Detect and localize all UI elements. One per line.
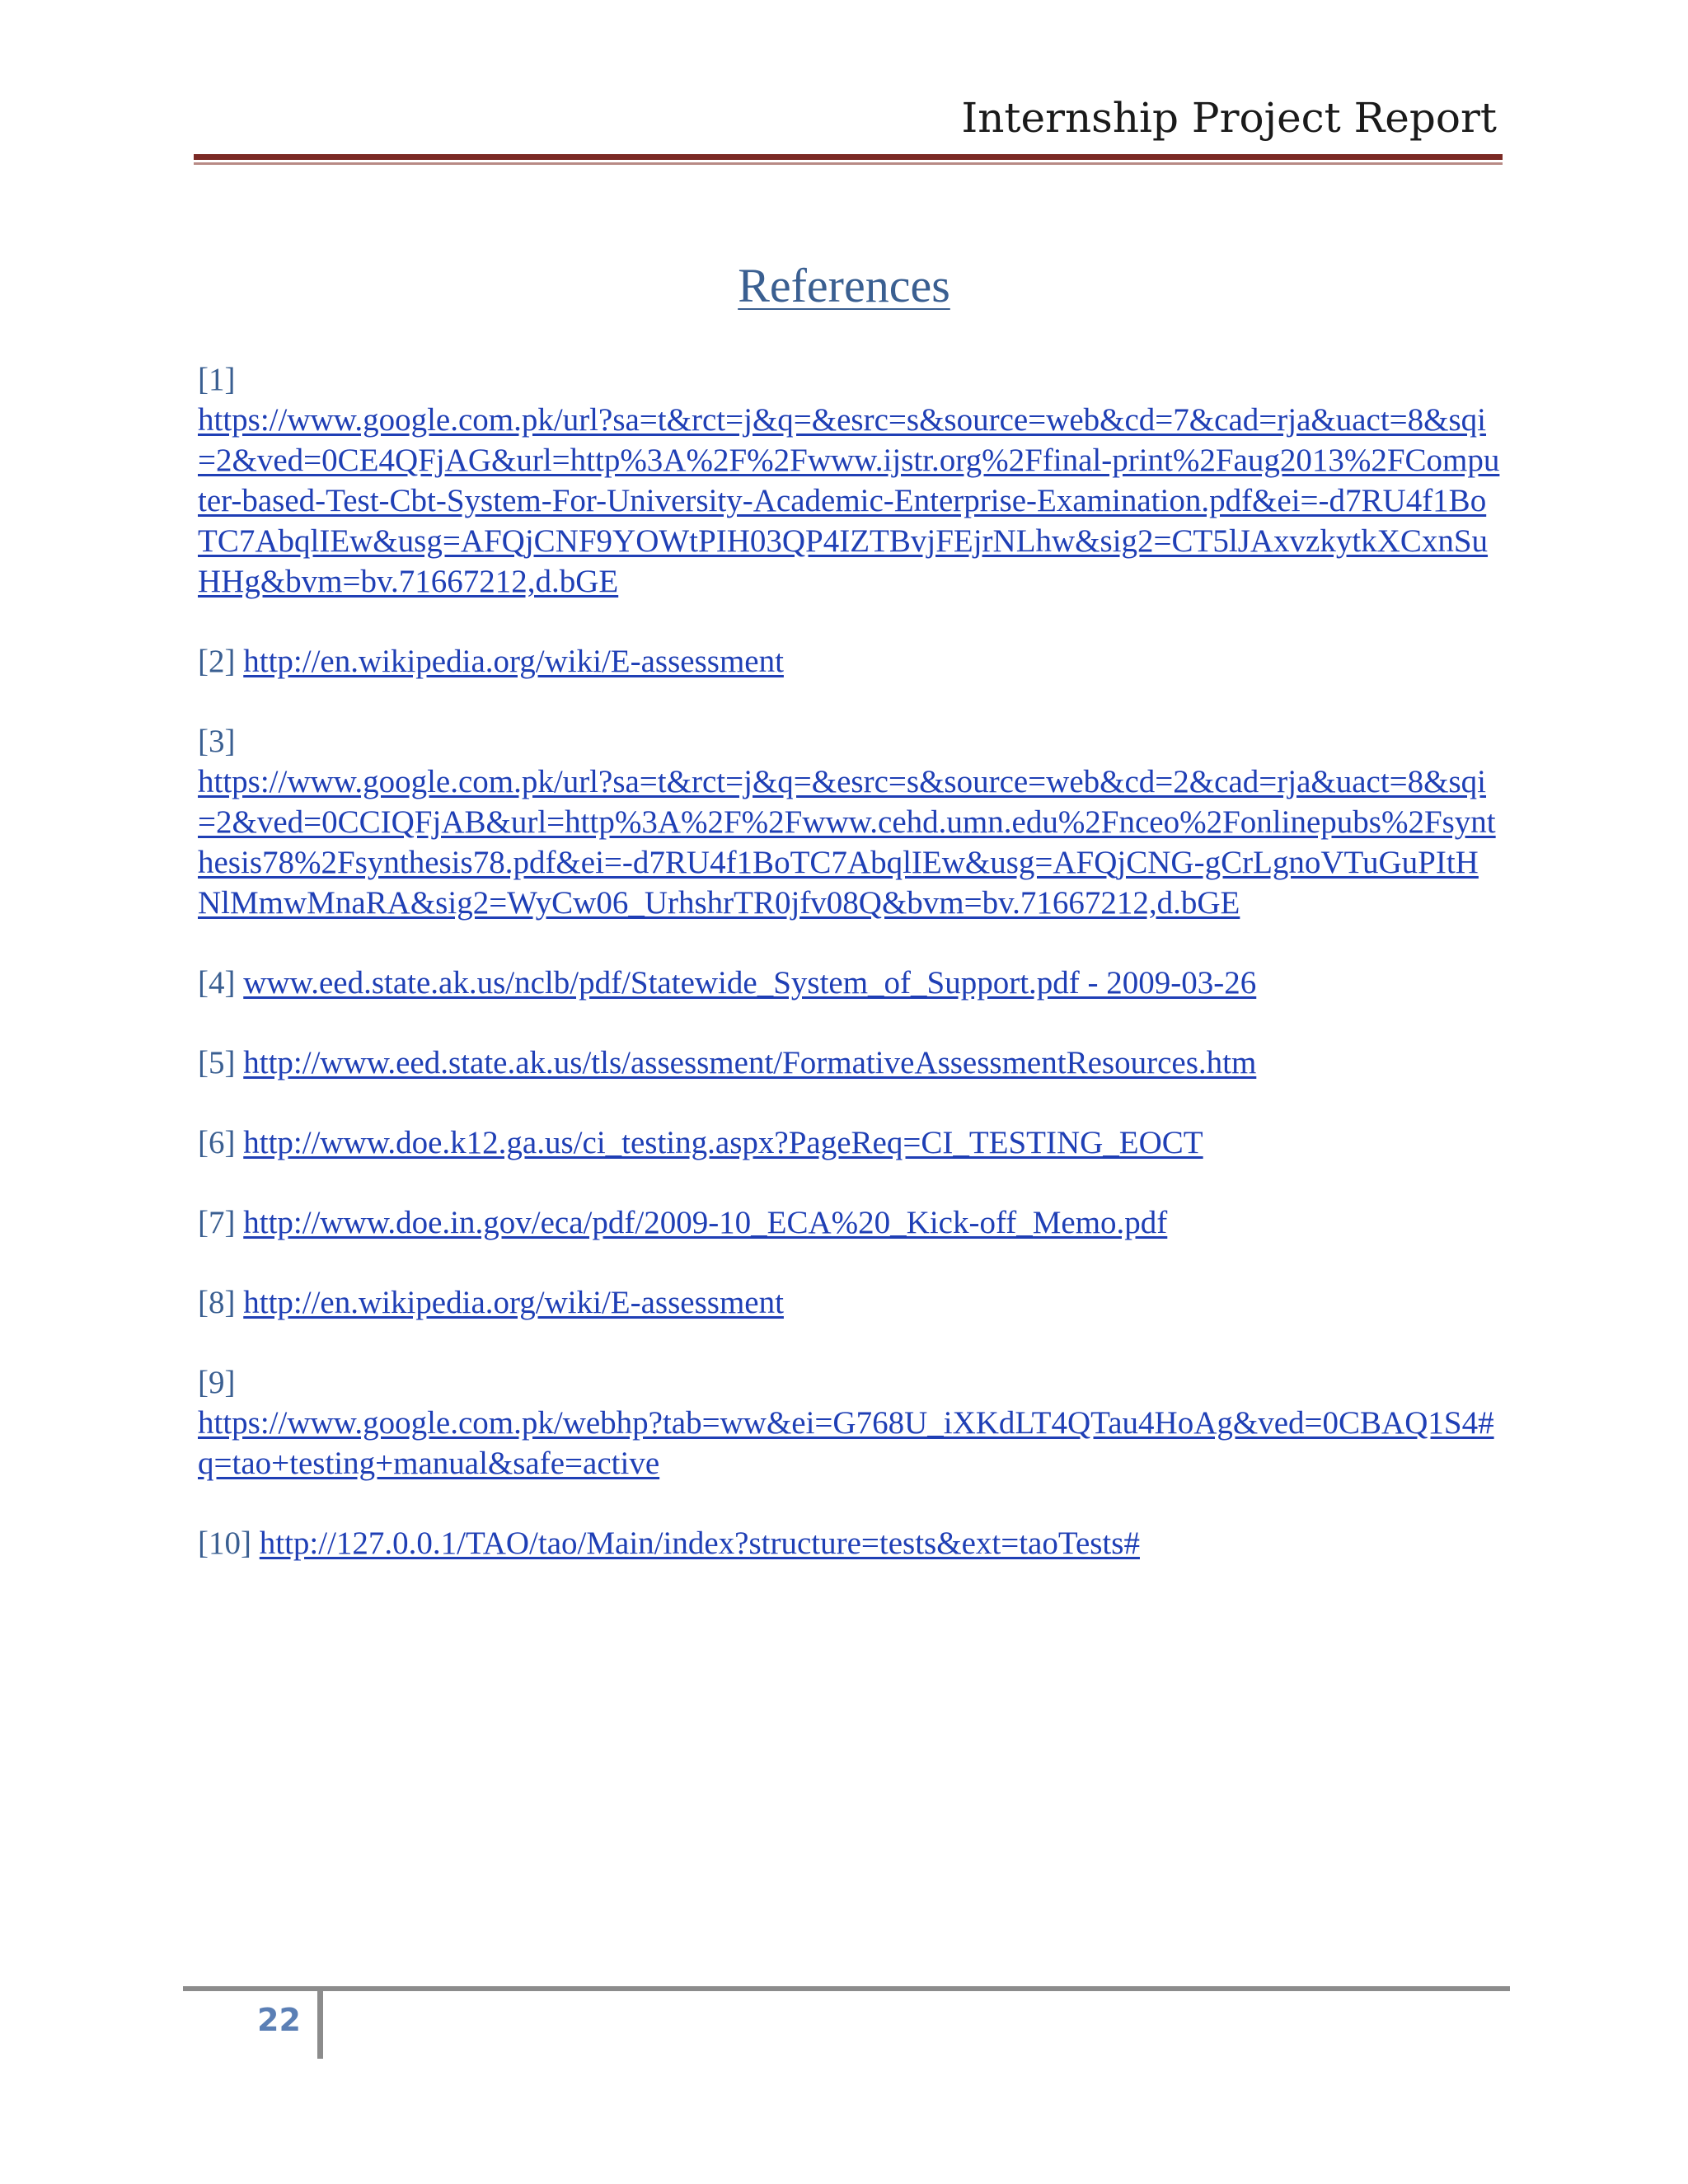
reference-number: [6] — [198, 1125, 244, 1160]
reference-link[interactable]: https://www.google.com.pk/url?sa=t&rct=j&q=&esrc=s&source=web&cd=7&cad=rja&uact=8&sqi=2&ved=0CE4QFjAG&url=http%3A%2F%2Fwww.ijstr.org%2Ffinal-print%2Faug2013%2FComputer-based-Test-Cbt-System-For-University-Academic-Enterprise-Examination.pdf&ei=-d7RU4f1BoTC7AbqlIEw&usg=AFQjCNF9YOWtPIH03QP4IZTBvjFEjrNLhw&sig2=CT5lJAxvzkytkXCxnSuHHg&bvm=bv.71667212,d.bGE — [198, 402, 1500, 599]
reference-item-7 — [198, 1202, 1500, 1243]
reference-number: [9] — [198, 1365, 236, 1400]
reference-number: [1] — [198, 362, 236, 397]
reference-item-5 — [198, 1043, 1500, 1083]
reference-item-10 — [198, 1523, 1500, 1563]
footer-divider — [317, 1991, 323, 2059]
reference-item-2 — [198, 641, 1500, 682]
reference-link[interactable]: http://en.wikipedia.org/wiki/E-assessment — [243, 1285, 784, 1320]
page-number: 22 — [257, 2002, 301, 2038]
reference-item-4 — [198, 963, 1500, 1003]
reference-item-8 — [198, 1282, 1500, 1323]
reference-number: [2] — [198, 644, 244, 679]
footer-rule — [183, 1986, 1510, 1991]
reference-link[interactable]: https://www.google.com.pk/webhp?tab=ww&ei=G768U_iXKdLT4QTau4HoAg&ved=0CBAQ1S4#q=tao+testing+manual&safe=active — [198, 1405, 1494, 1481]
references-list — [198, 359, 1500, 1603]
reference-item-3 — [198, 721, 1500, 923]
reference-item-9 — [198, 1362, 1500, 1483]
header-rule-secondary — [194, 162, 1503, 165]
reference-link[interactable]: http://www.doe.in.gov/eca/pdf/2009-10_ECA%20_Kick-off_Memo.pdf — [243, 1205, 1168, 1240]
reference-link[interactable]: www.eed.state.ak.us/nclb/pdf/Statewide_System_of_Support.pdf - 2009-03-26 — [243, 965, 1257, 1001]
reference-item-6 — [198, 1122, 1500, 1163]
reference-link[interactable]: http://en.wikipedia.org/wiki/E-assessment — [243, 644, 784, 679]
section-title-text: References — [738, 259, 950, 312]
reference-link[interactable]: http://www.doe.k12.ga.us/ci_testing.aspx?PageReq=CI_TESTING_EOCT — [243, 1125, 1203, 1160]
reference-link[interactable]: http://127.0.0.1/TAO/tao/Main/index?structure=tests&ext=taoTests# — [259, 1526, 1140, 1561]
reference-number: [8] — [198, 1285, 244, 1320]
reference-item-1 — [198, 359, 1500, 602]
reference-link[interactable]: https://www.google.com.pk/url?sa=t&rct=j&q=&esrc=s&source=web&cd=2&cad=rja&uact=8&sqi=2&ved=0CCIQFjAB&url=http%3A%2F%2Fwww.cehd.umn.edu%2Fnceo%2Fonlinepubs%2Fsynthesis78%2Fsynthesis78.pdf&ei=-d7RU4f1BoTC7AbqlIEw&usg=AFQjCNG-gCrLgnoVTuGuPItHNlMmwMnaRA&sig2=WyCw06_UrhshrTR0jfv08Q&bvm=bv.71667212,d.bGE — [198, 764, 1496, 921]
reference-number: [3] — [198, 724, 236, 759]
reference-link[interactable]: http://www.eed.state.ak.us/tls/assessment/FormativeAssessmentResources.htm — [243, 1045, 1257, 1080]
reference-number: [7] — [198, 1205, 244, 1240]
reference-number: [10] — [198, 1526, 260, 1561]
reference-number: [5] — [198, 1045, 244, 1080]
reference-number: [4] — [198, 965, 244, 1001]
section-title — [0, 259, 1688, 312]
header-title: Internship Project Report — [961, 94, 1497, 142]
header-rule — [194, 154, 1503, 160]
